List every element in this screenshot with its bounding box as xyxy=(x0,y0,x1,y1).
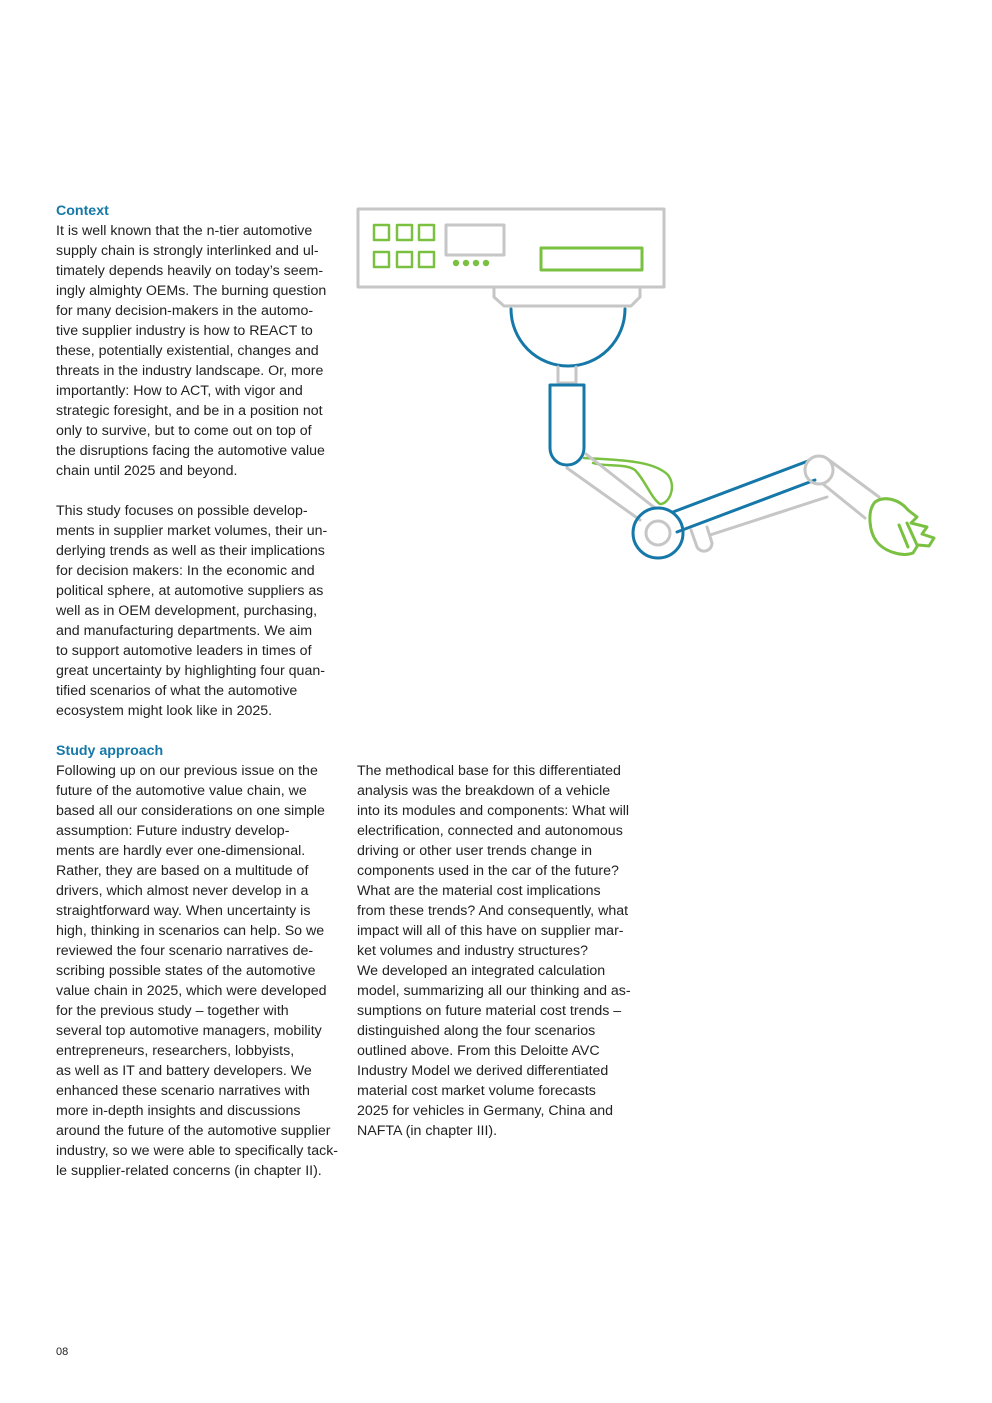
context-paragraph-1: It is well known that the n-tier automotive supply chain is strongly interlinked and ul- timately depends heavily on today’s seem- ingly almighty OEMs. The burning question for many decision-makers in the automo- tive supplier industry is how to REACT to these, potentially existential, changes and threats in the industry landscape. Or, more importantly: How to ACT, with vigor and strategic foresight, and be in a position not only to survive, but to come out on top of the disruptions facing the automotive value chain until 2025 and beyond. xyxy=(56,223,327,479)
upper-arm xyxy=(550,385,584,465)
study-approach-column-2: The methodical base for this differentiated analysis was the breakdown of a vehicle into its modules and components: What will electrification, connected and autonomous driving or other user trends change in components used in the car of the future? What are the material cost implications from these trends? And consequently, what impact will all of this have on supplier mar- ket volumes and industry structures? We developed an integrated calculation model, summarizing all our thinking and as- sumptions on future material cost trends – distinguished along the four scenarios outlined above. From this Deloitte AVC Industry Model we derived differentiated material cost market volume forecasts 2025 for vehicles in Germany, China and NAFTA (in chapter III). xyxy=(357,763,631,1139)
study-approach-column-1: Following up on our previous issue on the future of the automotive value chain, we based all our considerations on one simple assumption: Future industry develop- ments are hardly ever one-dimensional. Rather, they are based on a multitude of drivers, which almost never develop in a straightforward way. When uncertainty is high, thinking in scenarios can help. So we reviewed the four scenario narratives de- scribing possible states of the automotive value chain in 2025, which were developed for the previous study – together with several top automotive managers, mobility entrepreneurs, researchers, lobbyists, as well as IT and battery developers. We enhanced these scenario narratives with more in-depth insights and discussions around the future of the automotive supplier industry, so we were able to specifically tack- le supplier-related concerns (in chapter II). xyxy=(56,763,339,1179)
arm-dome xyxy=(511,309,625,366)
page-number: 08 xyxy=(56,1346,69,1358)
panel-screen xyxy=(446,225,504,255)
elbow-joint-inner xyxy=(646,521,670,545)
robot-arm-icon xyxy=(355,205,945,575)
study-approach-heading: Study approach xyxy=(56,743,164,759)
lower-arm-rail xyxy=(710,497,827,535)
panel-indicator-dots xyxy=(453,260,489,266)
arm-neck xyxy=(558,367,576,383)
context-paragraph-2: This study focuses on possible develop- ments in supplier market volumes, their un- derlying trends as well as their implications for decision makers: In the economic and political sphere, at automotive suppliers as well as in OEM development, purchasing, and manufacturing departments. We aim to support automotive leaders in times of great uncertainty by highlighting four quan- tified scenarios of what the automotive ecosystem might look like in 2025. xyxy=(56,503,328,719)
arm-mount xyxy=(494,287,640,306)
panel-display-bar xyxy=(541,248,642,270)
panel-buttons xyxy=(374,225,434,267)
lower-arm-link xyxy=(691,527,712,551)
lower-arm xyxy=(673,461,815,532)
gripper-hand xyxy=(870,499,934,555)
robot-arm-illustration xyxy=(355,205,945,580)
context-heading: Context xyxy=(56,203,109,219)
arm-cable xyxy=(584,458,672,504)
gripper-fingers xyxy=(899,523,917,547)
elbow-joint-outer xyxy=(633,508,683,558)
